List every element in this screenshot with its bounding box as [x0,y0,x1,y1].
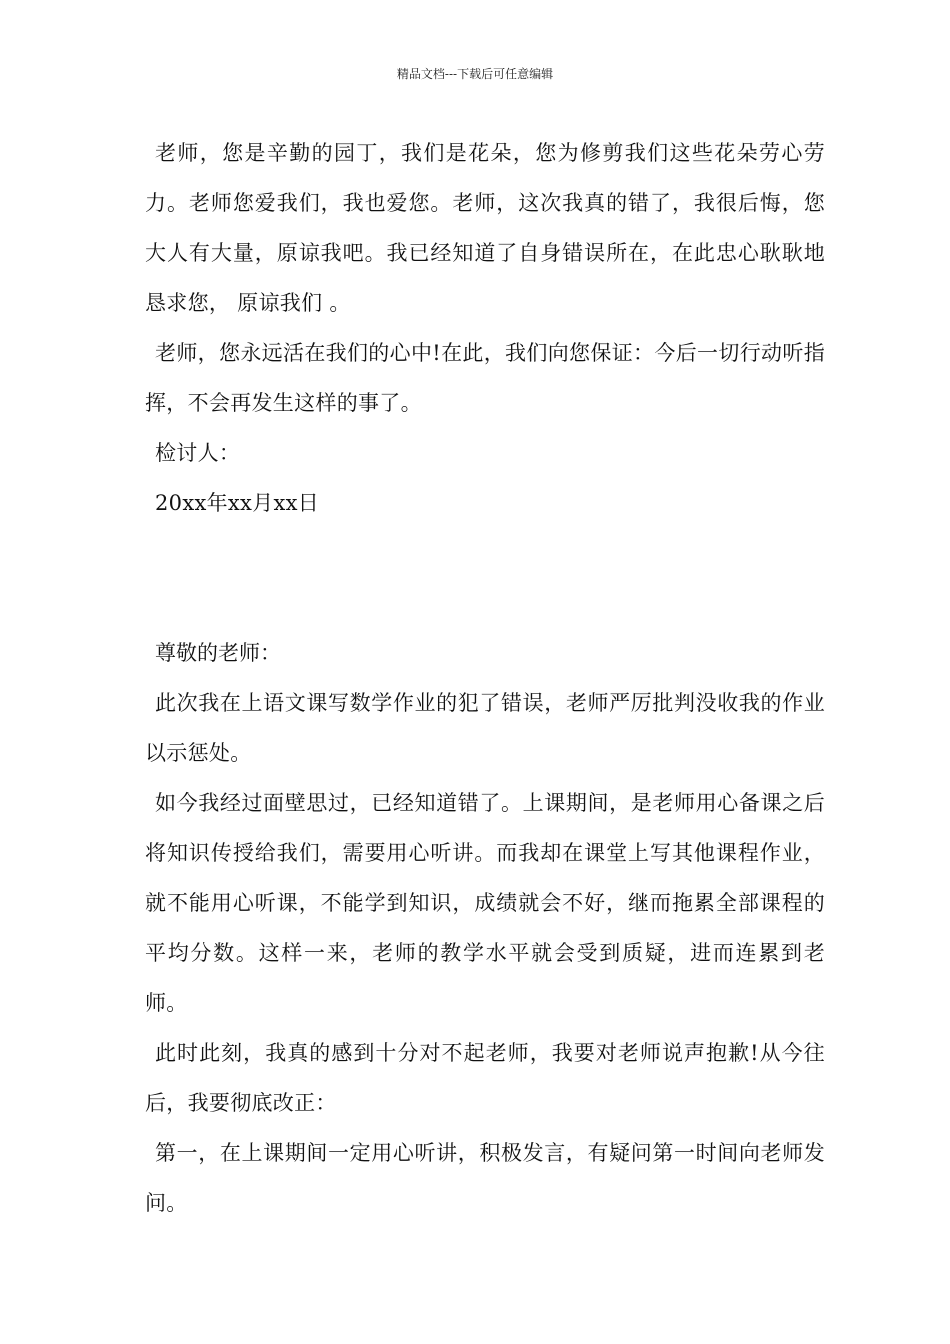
date-line: 20xx年xx月xx日 [155,491,320,515]
paragraph: 老师，您永远活在我们的心中!在此，我们向您保证：今后一切行动听指挥，不会再发生这样的事了。 [145,341,825,415]
section-letter [145,628,825,1228]
paragraph: 此次我在上语文课写数学作业的犯了错误，老师严厉批判没收我的作业以示惩处。 [145,691,825,765]
paragraph: 此时此刻，我真的感到十分对不起老师，我要对老师说声抱歉!从今往后，我要彻底改正： [145,1041,825,1115]
section-apology-teacher [145,128,825,528]
paragraph: 如今我经过面壁思过，已经知道错了。上课期间，是老师用心备课之后将知识传授给我们，需要用心听讲。而我却在课堂上写其他课程作业，就不能用心听课，不能学到知识，成绩就会不好，继而拖累全部课程的平均分数。这样一来，老师的教学水平就会受到质疑，进而连累到老师。 [145,791,825,1015]
page-header: 精品文档---下载后可任意编辑 [396,67,554,81]
signature-label: 检讨人： [155,441,241,465]
section-gap [145,528,825,628]
document-body [145,128,825,1228]
paragraph: 老师，您是辛勤的园丁，我们是花朵，您为修剪我们这些花朵劳心劳力。老师您爱我们，我也爱您。老师，这次我真的错了，我很后悔，您大人有大量，原谅我吧。我已经知道了自身错误所在，在此忠心耿耿地恳求您， 原谅我们 。 [145,141,825,315]
paragraph: 第一，在上课期间一定用心听讲，积极发言，有疑问第一时间向老师发问。 [145,1141,825,1215]
salutation: 尊敬的老师： [155,641,281,665]
